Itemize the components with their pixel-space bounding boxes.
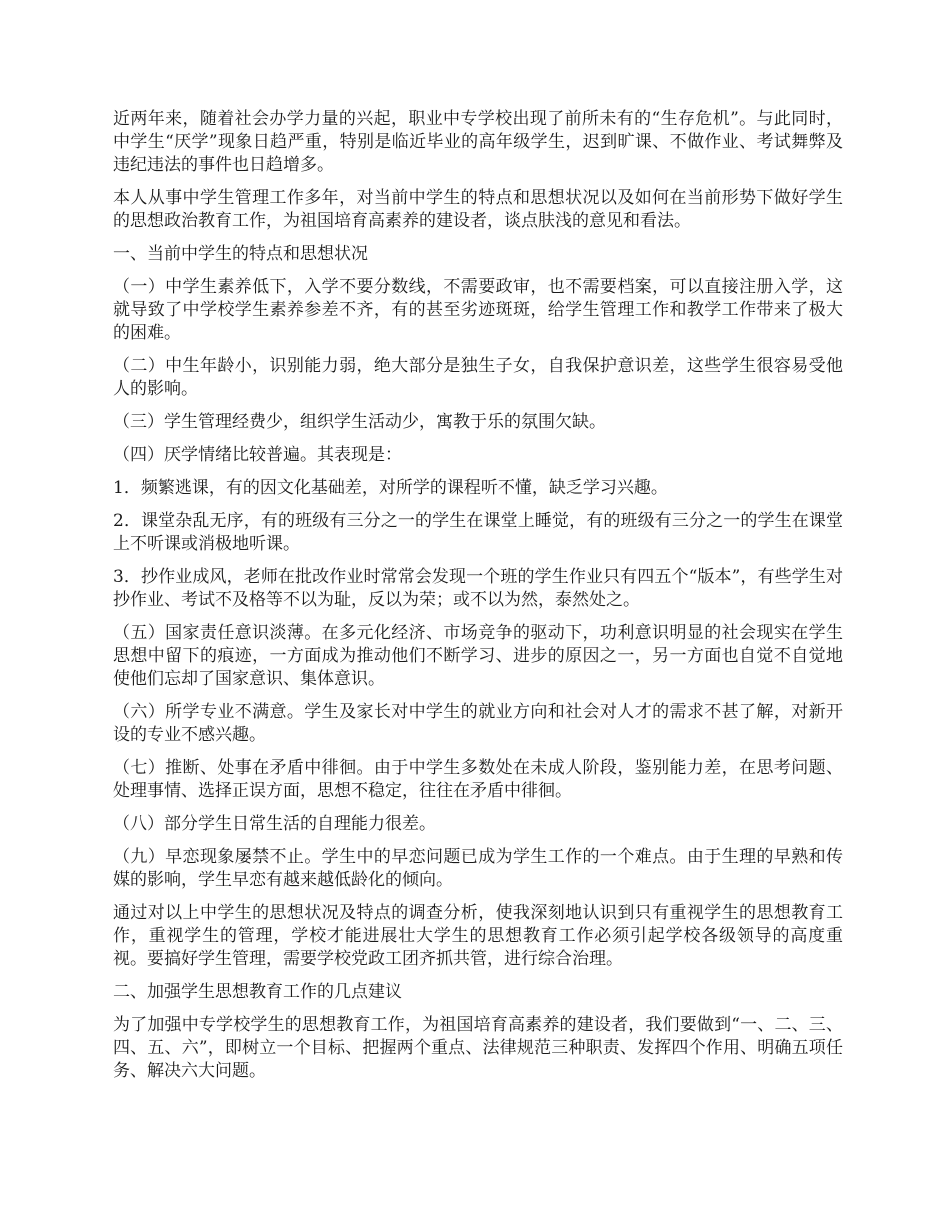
point-5-paragraph: （五）国家责任意识淡薄。在多元化经济、市场竞争的驱动下，功利意识明显的社会现实在学生思想中留下的痕迹，一方面成为推动他们不断学习、进步的原因之一，另一方面也自觉不自觉地使他们忘却了国家意识、集体意识。 <box>113 623 843 689</box>
point-9-paragraph: （九）早恋现象屡禁不止。学生中的早恋问题已成为学生工作的一个难点。由于生理的早熟和传媒的影响，学生早恋有越来越低龄化的倾向。 <box>113 847 843 890</box>
intro-paragraph: 近两年来，随着社会办学力量的兴起，职业中专学校出现了前所未有的“生存危机”。与此同时，中学生“厌学”现象日趋严重，特别是临近毕业的高年级学生，迟到旷课、不做作业、考试舞弊及违纪违法的事件也日趋增多。 <box>113 109 843 175</box>
point-4-paragraph: （四）厌学情绪比较普遍。其表现是： <box>113 445 402 465</box>
point-7-paragraph: （七）推断、处事在矛盾中徘徊。由于中学生多数处在未成人阶段，鉴别能力差，在思考问题、处理事情、选择正误方面，思想不稳定，往往在矛盾中徘徊。 <box>113 758 843 801</box>
subpoint-1-paragraph: 1．频繁逃课，有的因文化基础差，对所学的课程听不懂，缺乏学习兴趣。 <box>113 478 668 498</box>
document-body <box>113 108 843 1093</box>
point-1-paragraph: （一）中学生素养低下，入学不要分数线，不需要政审，也不需要档案，可以直接注册入学，这就导致了中学校学生素养参差不齐，有的甚至劣迹斑斑，给学生管理工作和教学工作带来了极大的困难。 <box>113 277 843 343</box>
point-3-paragraph: （三）学生管理经费少，组织学生活动少，寓教于乐的氛围欠缺。 <box>113 412 606 432</box>
proposal-paragraph: 为了加强中专学校学生的思想教育工作，为祖国培育高素养的建设者，我们要做到“一、二、三、四、五、六”，即树立一个目标、把握两个重点、法律规范三种职责、发挥四个作用、明确五项任务、解决六大问题。 <box>113 1015 843 1081</box>
analysis-paragraph: 通过对以上中学生的思想状况及特点的调查分析，使我深刻地认识到只有重视学生的思想教育工作，重视学生的管理，学校才能进展壮大学生的思想教育工作必须引起学校各级领导的高度重视。要搞好学生管理，需要学校党政工团齐抓共管，进行综合治理。 <box>113 903 843 969</box>
author-statement-paragraph: 本人从事中学生管理工作多年，对当前中学生的特点和思想状况以及如何在当前形势下做好学生的思想政治教育工作，为祖国培育高素养的建设者，谈点肤浅的意见和看法。 <box>113 188 843 231</box>
point-8-paragraph: （八）部分学生日常生活的自理能力很差。 <box>113 814 436 834</box>
subpoint-3-paragraph: 3．抄作业成风，老师在批改作业时常常会发现一个班的学生作业只有四五个“版本”，有些学生对抄作业、考试不及格等不以为耻，反以为荣；或不以为然，泰然处之。 <box>113 567 843 610</box>
subpoint-2-paragraph: 2．课堂杂乱无序，有的班级有三分之一的学生在课堂上睡觉，有的班级有三分之一的学生在课堂上不听课或消极地听课。 <box>113 511 843 554</box>
section-heading-1: 一、当前中学生的特点和思想状况 <box>113 244 368 264</box>
section-heading-2: 二、加强学生思想教育工作的几点建议 <box>113 982 402 1002</box>
point-2-paragraph: （二）中生年龄小，识别能力弱，绝大部分是独生子女，自我保护意识差，这些学生很容易受他人的影响。 <box>113 356 843 399</box>
point-6-paragraph: （六）所学专业不满意。学生及家长对中学生的就业方向和社会对人才的需求不甚了解，对新开设的专业不感兴趣。 <box>113 702 843 745</box>
